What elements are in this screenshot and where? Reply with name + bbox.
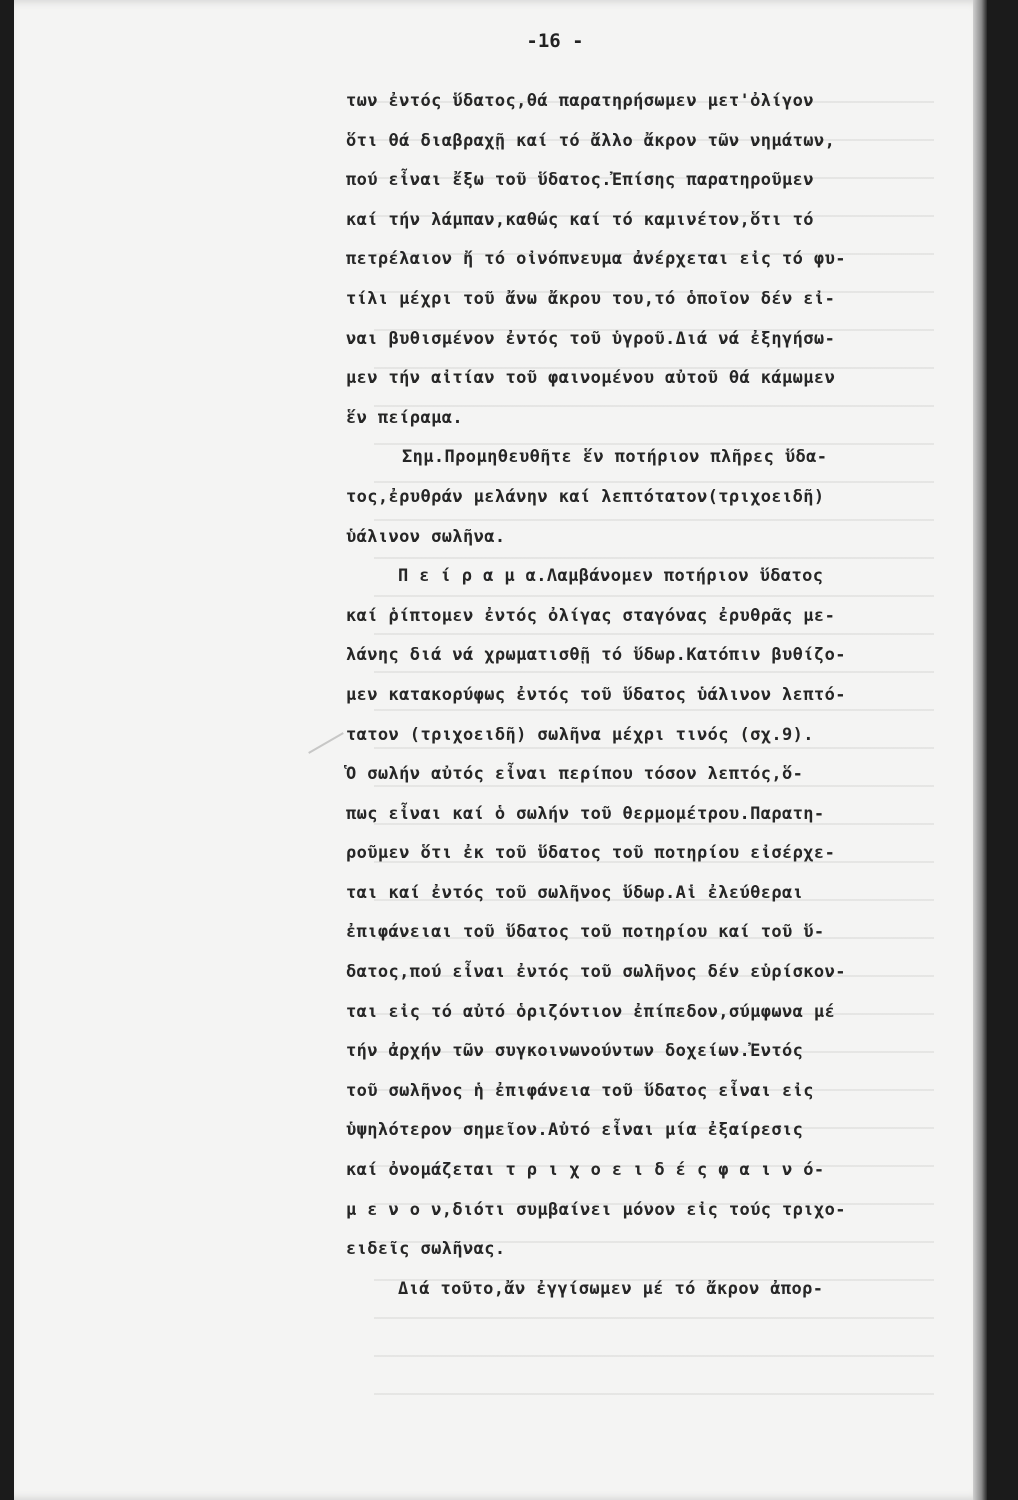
text-line: καί ὀνομάζεται τ ρ ι χ ο ε ι δ έ ς φ α ι ν ό-	[346, 1160, 825, 1181]
typed-page	[14, 0, 986, 1500]
text-line: καί τήν λάμπαν,καθώς καί τό καμινέτον,ὅτι τό	[346, 209, 814, 230]
text-line: μεν κατακορύφως ἐντός τοῦ ὕδατος ὑάλινον λεπτό-	[346, 684, 846, 705]
text-line: τίλι μέχρι τοῦ ἄνω ἄκρου του,τό ὁποῖον δέν εἰ-	[346, 288, 836, 309]
text-line: ὑψηλότερον σημεῖον.Αὐτό εἶναι μία ἐξαίρεσις	[346, 1120, 804, 1141]
page-number: -16 -	[526, 30, 584, 52]
text-line: Ὁ σωλήν αὐτός εἶναι περίπου τόσον λεπτός,ὅ-	[346, 764, 804, 785]
text-line: τήν ἀρχήν τῶν συγκοινωνούντων δοχείων.Ἐντός	[346, 1041, 804, 1062]
page-edge	[973, 0, 987, 1500]
text-line: ὑάλινον σωλῆνα.	[346, 526, 506, 547]
text-line: καί ῥίπτομεν ἐντός ὀλίγας σταγόνας ἐρυθρᾶς με-	[346, 605, 836, 626]
text-body	[346, 82, 986, 1309]
text-line: μεν τήν αἰτίαν τοῦ φαινομένου αὐτοῦ θά κάμωμεν	[346, 368, 836, 389]
text-line: ται καί ἐντός τοῦ σωλῆνος ὕδωρ.Αἱ ἐλεύθεραι	[346, 882, 804, 903]
text-line: ειδεῖς σωλῆνας.	[346, 1239, 506, 1260]
text-line: τοῦ σωλῆνος ἡ ἐπιφάνεια τοῦ ὕδατος εἶναι εἰς	[346, 1080, 814, 1101]
text-line: ὅτι θά διαβραχῇ καί τό ἄλλο ἄκρον τῶν νημάτων,	[346, 130, 836, 151]
text-line: δατος,πού εἶναι ἐντός τοῦ σωλῆνος δέν εὑρίσκον-	[346, 962, 846, 983]
text-line: ροῦμεν ὅτι ἐκ τοῦ ὕδατος τοῦ ποτηρίου εἰσέρχε-	[346, 843, 836, 864]
text-line: των ἐντός ὕδατος,θά παρατηρήσωμεν μετ'ὀλίγον	[346, 91, 814, 111]
text-line: πετρέλαιον ἤ τό οἰνόπνευμα ἀνέρχεται εἰς τό φυ-	[346, 249, 846, 270]
text-line: ται εἰς τό αὐτό ὁριζόντιον ἐπίπεδον,σύμφωνα μέ	[346, 1001, 836, 1022]
text-line: ἐπιφάνειαι τοῦ ὕδατος τοῦ ποτηρίου καί τοῦ ὕ-	[346, 922, 825, 943]
text-line: πως εἶναι καί ὁ σωλήν τοῦ θερμομέτρου.Παρατη-	[346, 803, 825, 824]
text-line: λάνης διά νά χρωματισθῇ τό ὕδωρ.Κατόπιν βυθίζο-	[346, 645, 846, 666]
text-line: μ ε ν ο ν,διότι συμβαίνει μόνον εἰς τούς τριχο-	[346, 1199, 846, 1220]
text-line: ἕν πείραμα.	[346, 407, 463, 428]
text-line: Διά τοῦτο,ἄν ἐγγίσωμεν μέ τό ἄκρον ἀπορ-	[398, 1278, 824, 1299]
experiment-heading-line: Π ε ί ρ α μ α.Λαμβάνομεν ποτήριον ὕδατος	[398, 566, 824, 587]
note-heading-line: Σημ.Προμηθευθῆτε ἕν ποτήριον πλῆρες ὕδα-	[402, 447, 828, 468]
pencil-stroke	[308, 732, 344, 754]
text-line: τατον (τριχοειδῆ) σωλῆνα μέχρι τινός (σχ.9).	[346, 724, 814, 745]
text-line: ναι βυθισμένον ἐντός τοῦ ὑγροῦ.Διά νά ἐξηγήσω-	[346, 328, 836, 349]
text-line: τος,ἐρυθράν μελάνην καί λεπτότατον(τριχοειδῆ)	[346, 486, 825, 507]
text-line: πού εἶναι ἔξω τοῦ ὕδατος.Ἐπίσης παρατηροῦμεν	[346, 170, 814, 191]
